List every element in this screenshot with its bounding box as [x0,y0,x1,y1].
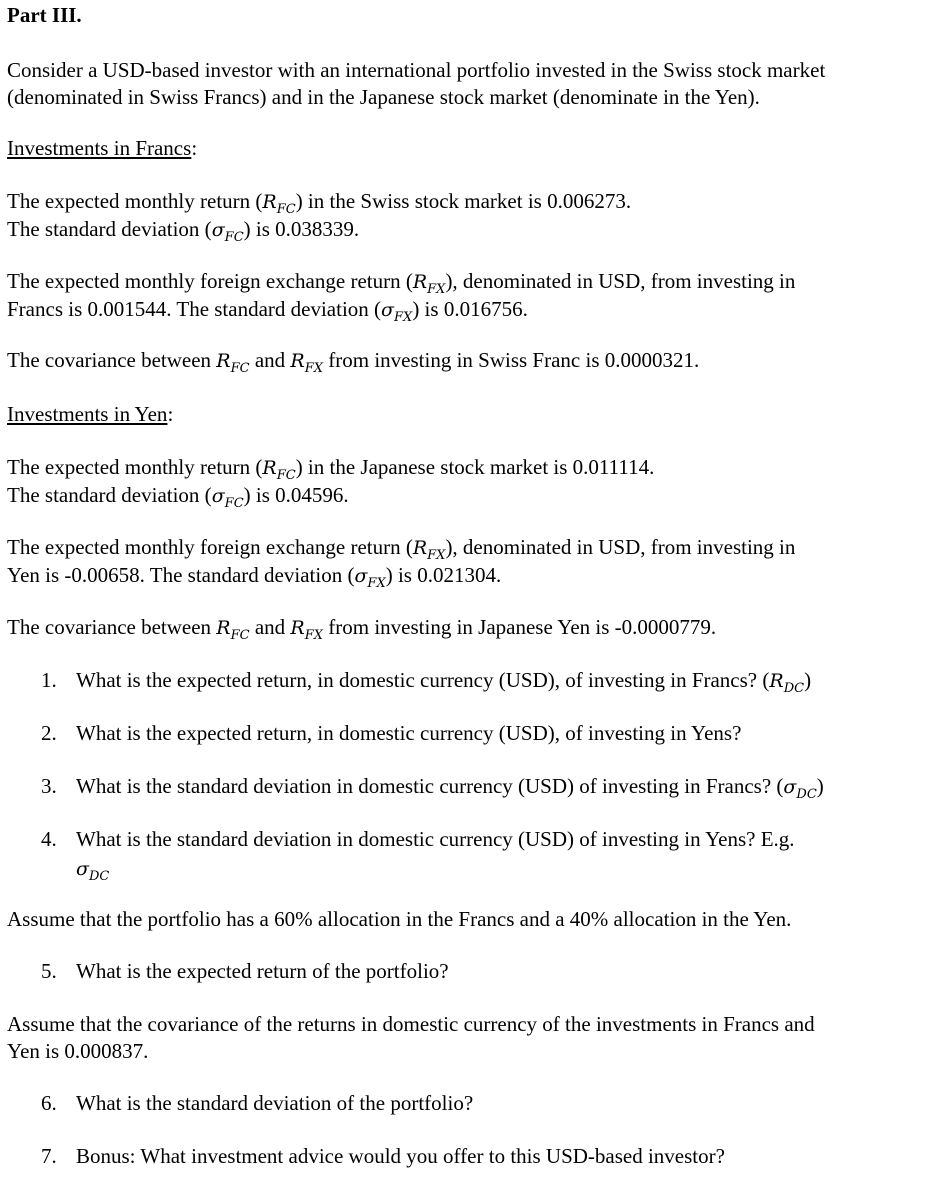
yen-return-value: ) in the Japanese stock market is 0.011114. [295,455,655,479]
yen-return-paragraph [7,454,654,509]
question-3: 3. What is the standard deviation in domestic currency (USD) of investing in Francs? $(\sigma_{DC})$ [41,774,824,802]
francs-sd-text: The standard deviation ( [7,216,212,241]
francs-return-text: The expected monthly return ( [7,189,263,213]
question-text: What is the standard deviation in domestic currency (USD) of investing in Yens? E.g. [76,827,795,851]
francs-covariance [7,347,699,375]
subscript-dc: DC [88,869,110,884]
subscript-fx: FX [427,282,446,297]
symbol-r: R [216,350,231,372]
francs-fx-value: Francs is 0.001544. The standard deviation ( [7,296,382,321]
yen-cov-text: The covariance between [7,615,217,639]
question-text: What is the expected return, in domestic currency (USD), of investing in Yens? [76,721,742,745]
symbol-r: R [216,617,231,639]
yen-fx-value: Yen is -0.00658. The standard deviation ( [7,562,355,587]
subscript-fc: FC [276,468,296,483]
francs-return-value: ) in the Swiss stock market is 0.006273. [295,189,632,213]
subscript-fx: FX [304,361,323,376]
francs-return-paragraph [7,188,631,243]
subscript-fc: FC [230,361,250,376]
question-4 [41,826,795,853]
yen-heading: Investments in Yen: [7,402,174,426]
subscript-fx: FX [304,628,323,643]
francs-heading-text: Investments in Francs [7,136,192,160]
symbol-sigma: σ [76,858,89,880]
cov-dc-line-1: Assume that the covariance of the returns in domestic currency of the investments in Francs and [7,1012,815,1036]
question-text: What is the standard deviation of the portfolio? [76,1091,474,1115]
question-number: 4. [41,827,57,851]
symbol-r: R [769,670,784,692]
subscript-fc: FC [224,495,244,511]
question-5 [41,958,449,985]
francs-cov-and: and [249,348,291,372]
yen-return-text: The expected monthly return ( [7,455,263,479]
cov-dc-line-2: Yen is 0.000837. [7,1038,149,1063]
francs-sd-value: ) is 0.038339. [243,216,360,241]
yen-heading-text: Investments in Yen [7,402,168,426]
question-4-symbol [76,855,109,883]
question-6 [41,1090,473,1117]
yen-fx-text-cont: ), denominated in USD, from investing in [445,535,796,559]
question-number: 5. [41,959,57,983]
francs-cov-value: from investing in Swiss Franc is 0.0000321. [323,348,700,372]
subscript-fc: FC [224,229,244,245]
symbol-r: R [412,537,428,559]
symbol-r: R [262,191,277,213]
symbol-r: R [262,457,277,479]
symbol-sigma: σ [783,776,797,798]
subscript-fc: FC [276,202,296,217]
subscript-dc: DC [796,787,817,802]
yen-cov-and: and [249,615,291,639]
symbol-sigma: σ [381,298,395,321]
question-number: 2. [41,721,57,745]
subscript-fx: FX [427,548,446,563]
question-number: 3. [41,774,57,798]
question-text: Bonus: What investment advice would you offer to this USD-based investor? [76,1144,725,1168]
symbol-sigma: σ [211,484,225,507]
question-number: 1. [41,668,57,692]
yen-fx-text: The expected monthly foreign exchange return ( [7,535,413,559]
francs-fx-text: The expected monthly foreign exchange return ( [7,269,413,293]
symbol-r: R [290,350,305,372]
intro-paragraph [7,57,825,110]
yen-cov-value: from investing in Japanese Yen is -0.0000779. [323,615,717,639]
francs-fx-text-cont: ), denominated in USD, from investing in [445,269,796,293]
intro-line-1: Consider a USD-based investor with an international portfolio invested in the Swiss stock market [7,58,826,82]
question-7 [41,1143,725,1170]
francs-heading: Investments in Francs: [7,136,198,160]
yen-sd-value: ) is 0.04596. [243,482,349,507]
francs-fx-paragraph [7,268,795,323]
subscript-dc: DC [783,681,805,696]
question-text: What is the expected return, in domestic currency (USD), of investing in Francs? ( [76,668,770,692]
allocation-paragraph: Assume that the portfolio has a 60% allocation in the Francs and a 40% allocation in the Yen. [7,907,792,931]
francs-fx-sd-value: ) is 0.016756. [412,296,528,321]
symbol-r: R [290,617,305,639]
francs-cov-text: The covariance between [7,348,217,372]
subscript-fc: FC [230,628,250,643]
subscript-fx: FX [394,309,413,325]
yen-fx-paragraph [7,534,795,589]
symbol-sigma: σ [211,218,225,241]
yen-fx-sd-value: ) is 0.021304. [385,562,502,587]
question-2 [41,720,741,747]
subscript-fx: FX [367,575,386,591]
question-1: 1. What is the expected return, in domestic currency (USD), of investing in Francs? $(R_{DC})$ [41,668,812,696]
page-title: Part III. [7,3,82,27]
yen-covariance [7,614,716,642]
symbol-sigma: σ [354,564,368,587]
question-text: What is the expected return of the portfolio? [76,959,449,983]
question-number: 7. [41,1144,57,1168]
intro-line-2: (denominated in Swiss Francs) and in the Japanese stock market (denominate in the Yen). [7,84,760,109]
yen-sd-text: The standard deviation ( [7,482,212,507]
question-text: What is the standard deviation in domestic currency (USD) of investing in Francs? ( [76,774,784,798]
question-number: 6. [41,1091,57,1115]
symbol-r: R [412,271,428,293]
cov-dc-paragraph [7,1011,815,1064]
